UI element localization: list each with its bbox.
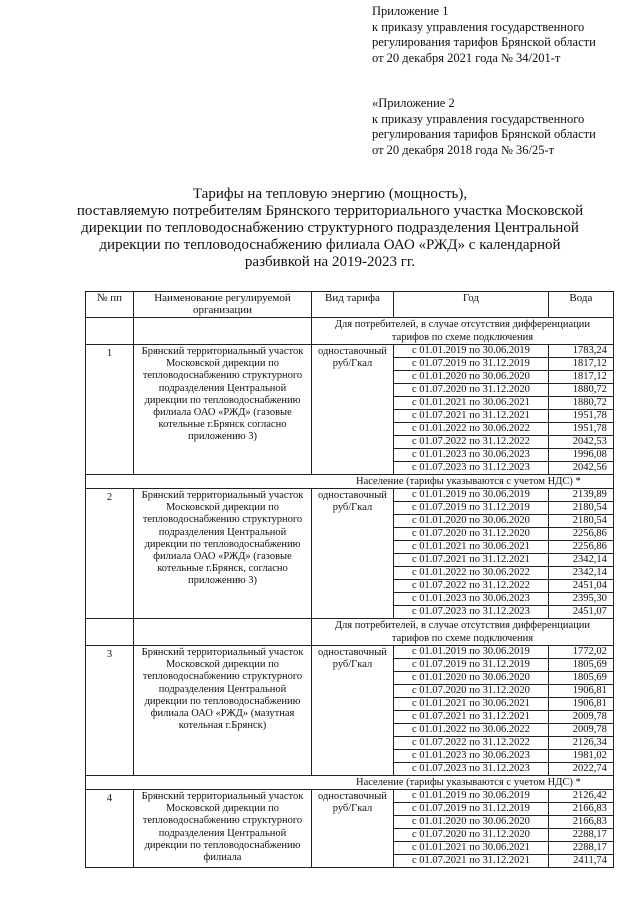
- period: с 01.07.2023 по 31.12.2023: [393, 462, 548, 475]
- header-year: Год: [393, 292, 548, 318]
- water-tariff-value: 1906,81: [548, 685, 613, 698]
- period: с 01.01.2020 по 30.06.2020: [393, 816, 548, 829]
- water-tariff-value: 1817,12: [548, 358, 613, 371]
- period: с 01.07.2021 по 31.12.2021: [393, 554, 548, 567]
- table-row: [86, 790, 614, 803]
- annex-line: Приложение 1: [372, 4, 449, 18]
- period: с 01.07.2019 по 31.12.2019: [393, 358, 548, 371]
- period: с 01.01.2020 по 30.06.2020: [393, 672, 548, 685]
- title-line: дирекции по тепловодоснабжению структурного подразделения Центральной: [81, 220, 579, 236]
- group-note: Население (тарифы указываются с учетом НДС) *: [86, 776, 614, 790]
- organization-name: Брянский территориальный участок Московской дирекции по тепловодоснабжению структурного подразделения Центральной дирекции по тепловодоснабжению филиала: [134, 790, 312, 868]
- water-tariff-value: 2342,14: [548, 554, 613, 567]
- water-tariff-value: 1772,02: [548, 646, 613, 659]
- period: с 01.07.2022 по 31.12.2022: [393, 436, 548, 449]
- period: с 01.07.2019 по 31.12.2019: [393, 803, 548, 816]
- water-tariff-value: 2256,86: [548, 528, 613, 541]
- water-tariff-value: 2009,78: [548, 711, 613, 724]
- period: с 01.01.2023 по 30.06.2023: [393, 449, 548, 462]
- water-tariff-value: 2451,04: [548, 580, 613, 593]
- period: с 01.01.2022 по 30.06.2022: [393, 423, 548, 436]
- water-tariff-value: 1783,24: [548, 345, 613, 358]
- tariff-type: одноставочный руб/Гкал: [312, 790, 394, 868]
- period: с 01.07.2021 по 31.12.2021: [393, 855, 548, 868]
- annex-line: «Приложение 2: [372, 96, 455, 110]
- tariff-table: [85, 291, 614, 868]
- document-title: [60, 186, 600, 271]
- period: с 01.07.2020 по 31.12.2020: [393, 528, 548, 541]
- group-note-row: [86, 776, 614, 790]
- period: с 01.07.2023 по 31.12.2023: [393, 763, 548, 776]
- water-tariff-value: 1996,08: [548, 449, 613, 462]
- period: с 01.01.2023 по 30.06.2023: [393, 750, 548, 763]
- period: с 01.07.2022 по 31.12.2022: [393, 580, 548, 593]
- water-tariff-value: 2166,83: [548, 803, 613, 816]
- period: с 01.01.2021 по 30.06.2021: [393, 698, 548, 711]
- water-tariff-value: 2042,56: [548, 462, 613, 475]
- title-line: Тарифы на тепловую энергию (мощность),: [192, 186, 468, 202]
- period: с 01.01.2021 по 30.06.2021: [393, 541, 548, 554]
- water-tariff-value: 2451,07: [548, 606, 613, 619]
- tariff-type: одноставочный руб/Гкал: [312, 646, 394, 776]
- row-number: 1: [86, 345, 134, 475]
- header-tariff-type: Вид тарифа: [312, 292, 394, 318]
- water-tariff-value: 1951,78: [548, 423, 613, 436]
- organization-name: Брянский территориальный участок Московской дирекции по тепловодоснабжению структурного подразделения Центральной дирекции по тепловодоснабжению филиала ОАО «РЖД» (мазутная котельная г.Брянск): [134, 646, 312, 776]
- water-tariff-value: 2288,17: [548, 842, 613, 855]
- period: с 01.01.2021 по 30.06.2021: [393, 397, 548, 410]
- empty-cell: [86, 619, 134, 646]
- period: с 01.07.2020 по 31.12.2020: [393, 685, 548, 698]
- period: с 01.07.2019 по 31.12.2019: [393, 659, 548, 672]
- water-tariff-value: 2180,54: [548, 502, 613, 515]
- water-tariff-value: 2022,74: [548, 763, 613, 776]
- organization-name: Брянский территориальный участок Московской дирекции по тепловодоснабжению структурного подразделения Центральной дирекции по тепловодоснабжению филиала ОАО «РЖД» (газовые котельные г.Брянск, согласно приложению 3): [134, 489, 312, 619]
- annex-1-header: [372, 4, 596, 66]
- water-tariff-value: 1817,12: [548, 371, 613, 384]
- tariff-type: одноставочный руб/Гкал: [312, 489, 394, 619]
- group-note: Для потребителей, в случае отсутствия дифференциации тарифов по схеме подключения: [312, 318, 614, 345]
- water-tariff-value: 2042,53: [548, 436, 613, 449]
- period: с 01.01.2019 по 30.06.2019: [393, 790, 548, 803]
- row-number: 4: [86, 790, 134, 868]
- water-tariff-value: 2180,54: [548, 515, 613, 528]
- period: с 01.01.2019 по 30.06.2019: [393, 345, 548, 358]
- period: с 01.01.2020 по 30.06.2020: [393, 515, 548, 528]
- title-line: разбивкой на 2019-2023 гг.: [244, 254, 416, 270]
- water-tariff-value: 1805,69: [548, 659, 613, 672]
- header-organization: Наименование регулируемой организации: [134, 292, 312, 318]
- period: с 01.07.2020 по 31.12.2020: [393, 384, 548, 397]
- annex-line: от 20 декабря 2018 года № 36/25-т: [372, 142, 555, 157]
- title-line: дирекции по тепловодоснабжению филиала ОАО «РЖД» с календарной: [99, 237, 561, 253]
- period: с 01.01.2019 по 30.06.2019: [393, 489, 548, 502]
- group-note-row: [86, 475, 614, 489]
- table-header-row: [86, 292, 614, 318]
- header-water: Вода: [548, 292, 613, 318]
- water-tariff-value: 2126,34: [548, 737, 613, 750]
- water-tariff-value: 2411,74: [548, 855, 613, 868]
- annex-line: к приказу управления государственного: [372, 19, 585, 34]
- empty-cell: [86, 318, 134, 345]
- period: с 01.01.2022 по 30.06.2022: [393, 724, 548, 737]
- period: с 01.01.2020 по 30.06.2020: [393, 371, 548, 384]
- row-number: 3: [86, 646, 134, 776]
- group-note-row: [86, 318, 614, 345]
- period: с 01.07.2021 по 31.12.2021: [393, 711, 548, 724]
- row-number: 2: [86, 489, 134, 619]
- water-tariff-value: 2288,17: [548, 829, 613, 842]
- annex-line: регулирования тарифов Брянской области: [372, 35, 596, 49]
- annex-line: к приказу управления государственного: [372, 111, 585, 126]
- water-tariff-value: 1880,72: [548, 397, 613, 410]
- water-tariff-value: 2256,86: [548, 541, 613, 554]
- annex-line: от 20 декабря 2021 года № 34/201-т: [372, 50, 561, 65]
- period: с 01.01.2023 по 30.06.2023: [393, 593, 548, 606]
- organization-name: Брянский территориальный участок Московской дирекции по тепловодоснабжению структурного подразделения Центральной дирекции по тепловодоснабжению филиала ОАО «РЖД» (газовые котельные г.Брянск согласно приложению 3): [134, 345, 312, 475]
- period: с 01.07.2023 по 31.12.2023: [393, 606, 548, 619]
- water-tariff-value: 1981,02: [548, 750, 613, 763]
- water-tariff-value: 2166,83: [548, 816, 613, 829]
- group-note-row: [86, 619, 614, 646]
- water-tariff-value: 1951,78: [548, 410, 613, 423]
- annex-2-header: [372, 96, 596, 158]
- table-row: [86, 489, 614, 502]
- group-note: Население (тарифы указываются с учетом НДС) *: [86, 475, 614, 489]
- period: с 01.01.2021 по 30.06.2021: [393, 842, 548, 855]
- table-row: [86, 646, 614, 659]
- group-note: Для потребителей, в случае отсутствия дифференциации тарифов по схеме подключения: [312, 619, 614, 646]
- water-tariff-value: 2009,78: [548, 724, 613, 737]
- period: с 01.07.2019 по 31.12.2019: [393, 502, 548, 515]
- water-tariff-value: 2395,30: [548, 593, 613, 606]
- period: с 01.07.2022 по 31.12.2022: [393, 737, 548, 750]
- period: с 01.07.2020 по 31.12.2020: [393, 829, 548, 842]
- annex-line: регулирования тарифов Брянской области: [372, 127, 596, 141]
- water-tariff-value: 1906,81: [548, 698, 613, 711]
- header-number: № пп: [86, 292, 134, 318]
- water-tariff-value: 1805,69: [548, 672, 613, 685]
- water-tariff-value: 2342,14: [548, 567, 613, 580]
- period: с 01.01.2019 по 30.06.2019: [393, 646, 548, 659]
- period: с 01.01.2022 по 30.06.2022: [393, 567, 548, 580]
- water-tariff-value: 1880,72: [548, 384, 613, 397]
- tariff-type: одноставочный руб/Гкал: [312, 345, 394, 475]
- empty-cell: [134, 619, 312, 646]
- empty-cell: [134, 318, 312, 345]
- water-tariff-value: 2139,89: [548, 489, 613, 502]
- table-row: [86, 345, 614, 358]
- period: с 01.07.2021 по 31.12.2021: [393, 410, 548, 423]
- water-tariff-value: 2126,42: [548, 790, 613, 803]
- title-line: поставляемую потребителям Брянского территориального участка Московской: [76, 203, 584, 219]
